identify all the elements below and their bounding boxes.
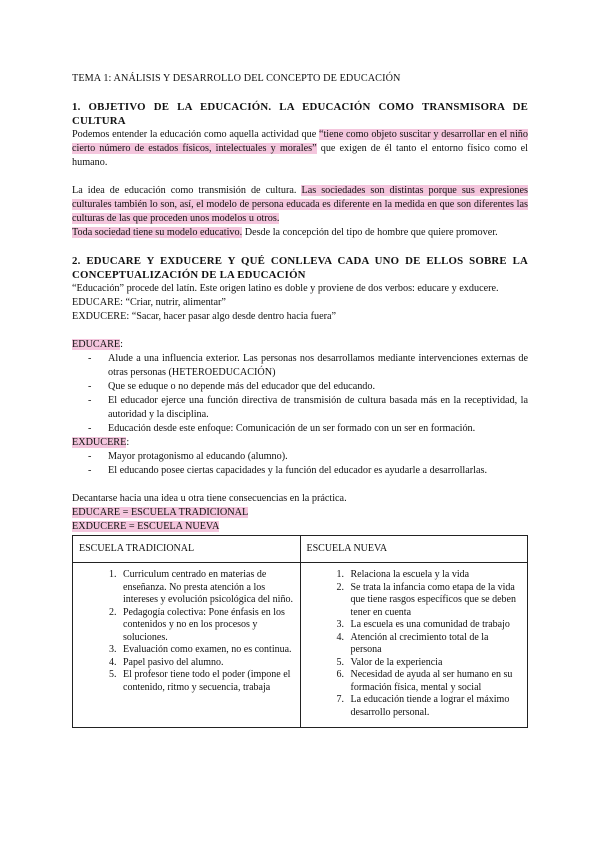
list-item: 2. Se trata la infancia como etapa de la vida que tiene rasgos específicos que se deben tener en cuenta (347, 582, 522, 620)
equation-educare-text: EDUCARE = ESCUELA TRADICIONAL (72, 507, 249, 518)
educare-definition: EDUCARE: “Criar, nutrir, alimentar” (72, 297, 226, 308)
list-item: 4. Papel pasivo del alumno. (119, 657, 294, 670)
list-item: 5. Valor de la experiencia (347, 657, 522, 670)
educare-list (72, 352, 528, 436)
text-run: Desde la concepción del tipo de hombre que quiere promover. (242, 227, 498, 238)
exducere-definition: EXDUCERE: “Sacar, hacer pasar algo desde dentro hacia fuera” (72, 311, 337, 322)
list-item: 1. Relaciona la escuela y la vida (347, 569, 522, 582)
list-item: - Alude a una influencia exterior. Las personas nos desarrollamos mediante intervenciones externas de otras personas (HETEROEDUCACIÓN) (88, 352, 528, 380)
traditional-cell (73, 563, 301, 728)
equation-exducere-text: EXDUCERE = ESCUELA NUEVA (72, 521, 220, 532)
section-1-paragraph-2 (72, 184, 528, 226)
educare-label-text: EDUCARE (72, 339, 121, 350)
header-traditional: ESCUELA TRADICIONAL (73, 536, 301, 563)
section-2-heading: 2. EDUCARE Y EXDUCERE Y QUÉ CONLLEVA CADA UNO DE ELLOS SOBRE LA CONCEPTUALIZACIÓN DE LA EDUCACIÓN (72, 255, 528, 281)
consequence-text: Decantarse hacia una idea u otra tiene consecuencias en la práctica. (72, 493, 347, 504)
highlighted-text: Toda sociedad tiene su modelo educativo. (72, 227, 243, 238)
text-run: La idea de educación como transmisión de cultura. (72, 185, 302, 196)
document-page (72, 72, 528, 728)
highlighted-text: Las sociedades son distintas porque sus expresiones culturales también lo son, así, el modelo de persona educada es diferente en la medida en que son diferentes las culturas de las que proceden unos modelos u otros. (72, 185, 528, 224)
section-1-paragraph-3 (72, 226, 528, 240)
list-item: - Educación desde este enfoque: Comunicación de un ser formado con un ser en formación. (88, 422, 528, 436)
list-item: 5. El profesor tiene todo el poder (impone el contenido, ritmo y secuencia, trabaja (119, 669, 294, 694)
list-item: - El educador ejerce una función directiva de transmisión de cultura basada más en la receptividad, la autoridad y la disciplina. (88, 394, 528, 422)
equation-exducere (72, 520, 528, 534)
section-2-intro: “Educación” procede del latín. Este origen latino es doble y proviene de dos verbos: educare y exducere. (72, 283, 499, 294)
highlighted-quote: “tiene como objeto suscitar y desarrollar en el niño cierto número de estados físicos, intelectuales y morales” (72, 129, 528, 154)
exducere-list (72, 450, 528, 478)
document-title: TEMA 1: ANÁLISIS Y DESARROLLO DEL CONCEPTO DE EDUCACIÓN (72, 73, 401, 84)
list-item: 4. Atención al crecimiento total de la persona (347, 632, 522, 657)
traditional-list (79, 569, 294, 694)
new-school-list (307, 569, 522, 719)
table-header-row (73, 536, 528, 563)
list-item: - Mayor protagonismo al educando (alumno). (88, 450, 528, 464)
text-run: que exigen de él tanto el entorno físico como el humano. (72, 143, 528, 168)
text-run: Podemos entender la educación como aquella actividad que (72, 129, 319, 140)
list-item: 6. Necesidad de ayuda al ser humano en su formación física, mental y social (347, 669, 522, 694)
new-school-cell (300, 563, 528, 728)
equation-educare (72, 506, 528, 520)
list-item: - El educando posee ciertas capacidades y la función del educador es ayudarle a desarrollarlas. (88, 464, 528, 478)
list-item: 3. Evaluación como examen, no es continua. (119, 644, 294, 657)
header-new-school: ESCUELA NUEVA (300, 536, 528, 563)
list-item: 7. La educación tiende a lograr el máximo desarrollo personal. (347, 694, 522, 719)
colon: : (126, 437, 130, 448)
list-item: - Que se eduque o no depende más del educador que del educando. (88, 380, 528, 394)
exducere-label-text: EXDUCERE (72, 437, 127, 448)
table-row (73, 563, 528, 728)
comparison-table (72, 535, 528, 728)
list-item: 3. La escuela es una comunidad de trabajo (347, 619, 522, 632)
educare-label (72, 338, 528, 352)
section-1-heading: 1. OBJETIVO DE LA EDUCACIÓN. LA EDUCACIÓN COMO TRANSMISORA DE CULTURA (72, 101, 528, 127)
list-item: 1. Curriculum centrado en materias de enseñanza. No presta atención a los intereses y evolución psicológica del niño. (119, 569, 294, 607)
section-1-paragraph-1 (72, 128, 528, 170)
exducere-label (72, 436, 528, 450)
list-item: 2. Pedagogía colectiva: Pone énfasis en los contenidos y no en los procesos y soluciones. (119, 607, 294, 645)
colon: : (120, 339, 123, 350)
